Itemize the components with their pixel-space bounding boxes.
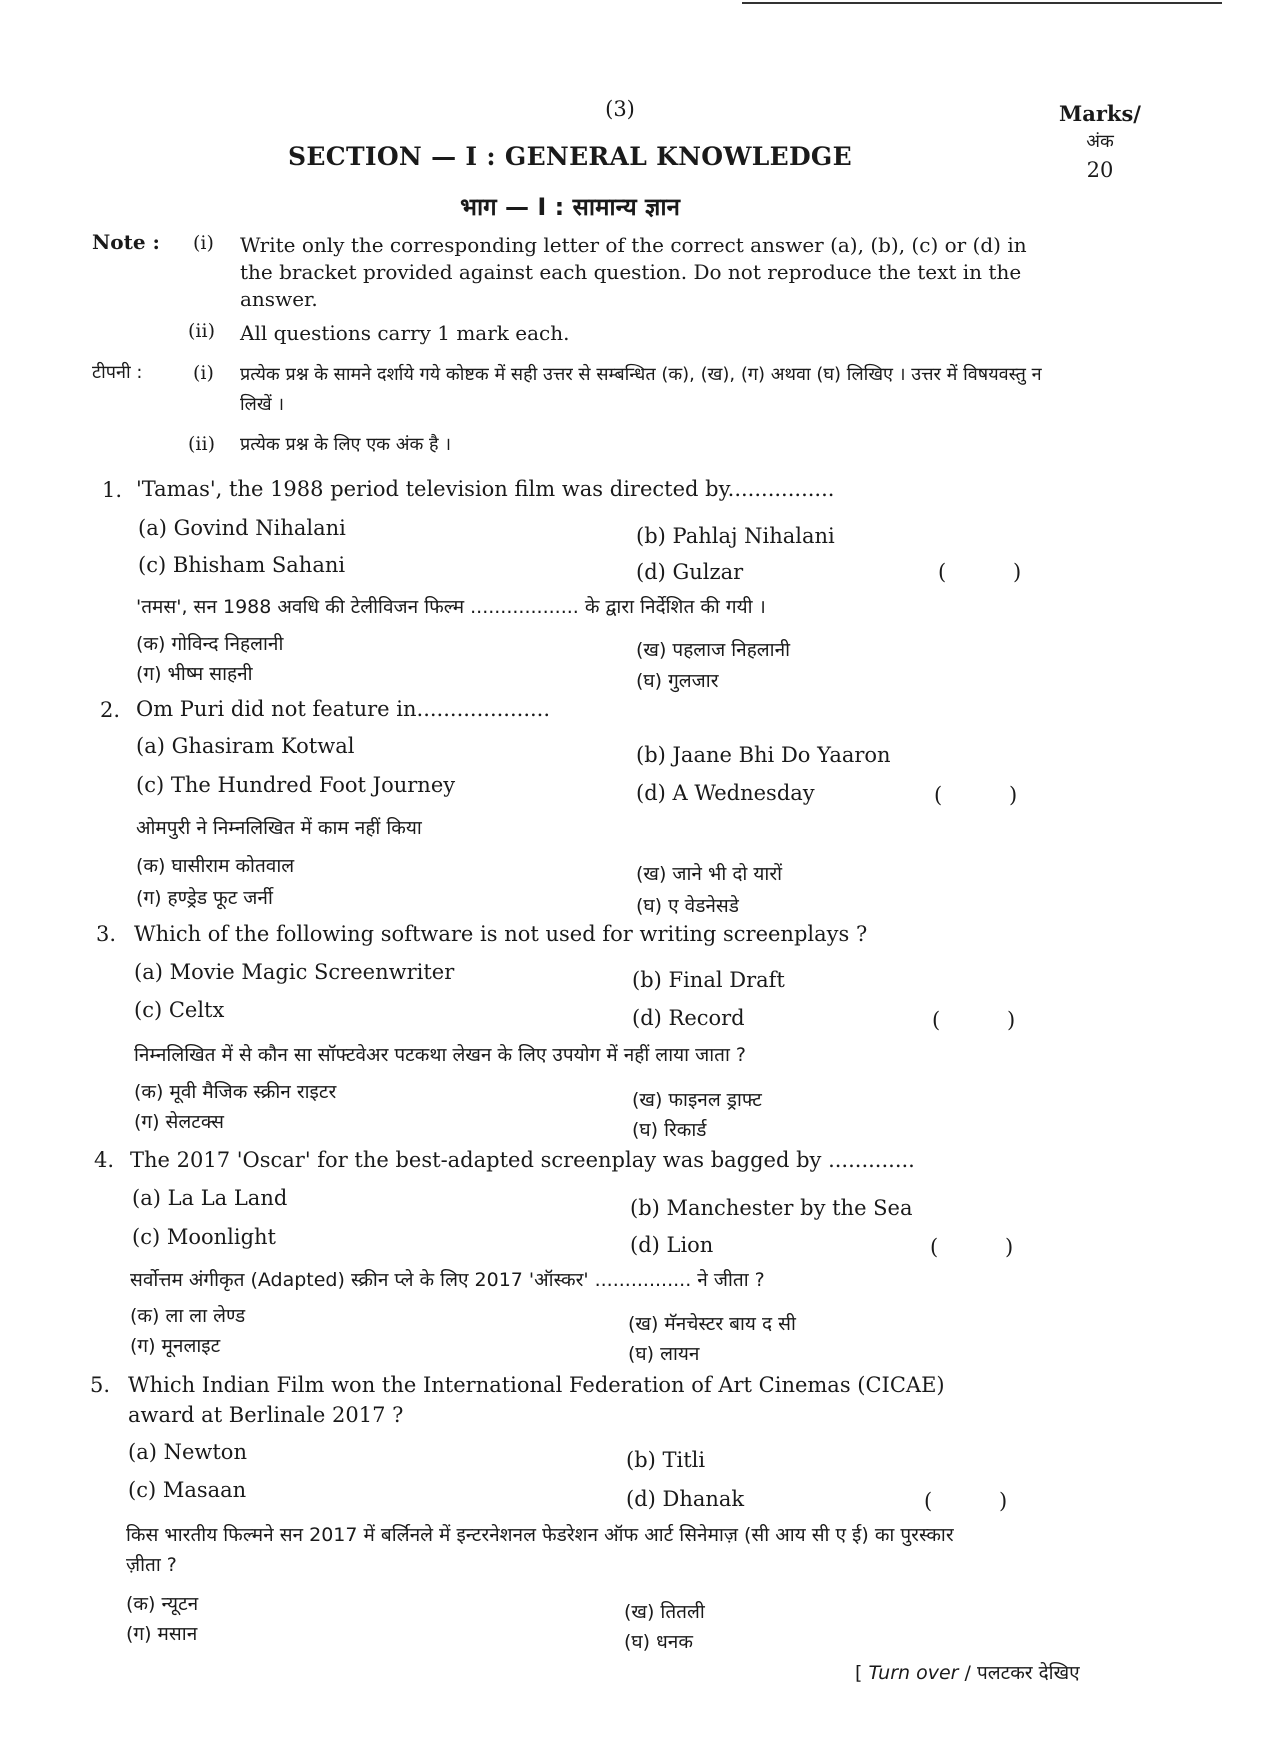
option-kha: (ख) फाइनल ड्राफ्ट [632,1089,762,1111]
footer-turn-over: Turn over [868,1662,959,1684]
question-number: 4. [94,1148,115,1172]
note-label-hindi: टीपनी : [92,362,143,383]
option-ka: (क) गोविन्द निहलानी [136,633,284,655]
option-a: (a) Ghasiram Kotwal [136,734,355,758]
section-title: SECTION — I : GENERAL KNOWLEDGE [288,142,852,171]
marks-label: Marks/ [1059,101,1141,126]
answer-bracket[interactable]: ( ) [924,1489,1008,1513]
option-ka: (क) घासीराम कोतवाल [136,855,295,877]
turn-over-footer [855,1659,1080,1685]
question-text: 'Tamas', the 1988 period television film was directed by................ [136,477,835,501]
option-a: (a) Govind Nihalani [138,516,346,540]
answer-bracket[interactable]: ( ) [930,1235,1014,1259]
note-item-text: All questions carry 1 mark each. [240,321,570,345]
footer-separator: / [958,1662,977,1684]
option-d: (d) Gulzar [636,560,744,584]
page-number: (3) [605,97,635,121]
option-b: (b) Jaane Bhi Do Yaaron [636,743,891,767]
note-label: Note : [92,230,160,254]
question-number: 3. [96,922,117,946]
option-c: (c) Bhisham Sahani [138,553,346,577]
question-text: The 2017 'Oscar' for the best-adapted screenplay was bagged by ............. [130,1148,915,1172]
footer-turn-over-hindi: पलटकर देखिए [976,1662,1080,1684]
question-text: Which of the following software is not used for writing screenplays ? [134,922,868,946]
note-item-text-hindi: प्रत्येक प्रश्न के लिए एक अंक है । [240,434,452,455]
option-gha: (घ) रिकार्ड [632,1119,707,1141]
option-a: (a) La La Land [132,1186,288,1210]
option-kha: (ख) मॅनचेस्टर बाय द सी [628,1313,796,1335]
option-b: (b) Manchester by the Sea [630,1196,913,1220]
option-b: (b) Final Draft [632,968,785,992]
option-ga: (ग) मसान [126,1623,198,1645]
option-d: (d) Record [632,1006,745,1030]
option-c: (c) Moonlight [132,1225,276,1249]
option-b: (b) Titli [626,1448,706,1472]
question-text-hindi: किस भारतीय फिल्मने सन 2017 में बर्लिनले में इन्टरनेशनल फेडरेशन ऑफ आर्ट सिनेमाज़ (सी आय सी ए ई) का पुरस्कार ज़ीता ? [126,1524,954,1576]
note-item-text: Write only the corresponding letter of the correct answer (a), (b), (c) or (d) in the bracket provided against each question. Do not reproduce the text in the answer. [240,233,1027,311]
answer-bracket[interactable]: ( ) [932,1008,1016,1032]
note-item-number: (i) [193,362,214,384]
option-ga: (ग) हण्ड्रेड फूट जर्नी [136,887,273,909]
marks-label-hindi: अंक [1086,131,1114,152]
question-number: 2. [100,698,121,722]
question-text-hindi: ओमपुरी ने निम्नलिखित में काम नहीं किया [136,817,422,839]
option-ga: (ग) भीष्म साहनी [136,663,253,685]
option-c: (c) The Hundred Foot Journey [136,773,456,797]
question-text-hindi: सर्वोत्तम अंगीकृत (Adapted) स्क्रीन प्ले के लिए 2017 'ऑस्कर' ................ ने जीता ? [130,1269,765,1291]
option-d: (d) Dhanak [626,1487,745,1511]
option-ga: (ग) सेलटक्स [134,1111,224,1133]
option-gha: (घ) गुलजार [636,670,719,692]
question-text-hindi: 'तमस', सन 1988 अवधि की टेलीविजन फिल्म .................. के द्वारा निर्देशित की गयी । [136,596,766,618]
question-text: Which Indian Film won the International Federation of Art Cinemas (CICAE) award at Berlinale 2017 ? [128,1373,945,1427]
note-item-number: (i) [193,232,214,254]
question-text-hindi: निम्नलिखित में से कौन सा सॉफ्टवेअर पटकथा लेखन के लिए उपयोग में नहीं लाया जाता ? [134,1044,746,1066]
note-item-number: (ii) [188,320,215,342]
option-gha: (घ) ए वेडनेसडे [636,895,739,917]
option-c: (c) Celtx [134,998,225,1022]
option-kha: (ख) पहलाज निहलानी [636,639,791,661]
answer-bracket[interactable]: ( ) [934,783,1018,807]
note-item-number: (ii) [188,433,215,455]
answer-bracket[interactable]: ( ) [938,560,1022,584]
option-ka: (क) ला ला लेण्ड [130,1305,246,1327]
option-b: (b) Pahlaj Nihalani [636,524,835,548]
option-d: (d) Lion [630,1233,714,1257]
option-ka: (क) मूवी मैजिक स्क्रीन राइटर [134,1081,337,1103]
option-d: (d) A Wednesday [636,781,815,805]
top-rule [742,2,1222,4]
question-text: Om Puri did not feature in.................... [136,697,551,721]
option-gha: (घ) धनक [624,1631,693,1653]
option-c: (c) Masaan [128,1478,247,1502]
footer-bracket: [ [855,1662,869,1684]
option-kha: (ख) जाने भी दो यारों [636,863,783,885]
section-title-hindi: भाग — I : सामान्य ज्ञान [460,193,680,221]
note-item-text-hindi: प्रत्येक प्रश्न के सामने दर्शाये गये कोष्टक में सही उत्तर से सम्बन्धित (क), (ख), (ग) अथवा (घ) लिखिए । उत्तर में विषयवस्तु न लिखें । [240,364,1042,415]
option-ka: (क) न्यूटन [126,1593,199,1615]
option-gha: (घ) लायन [628,1343,700,1365]
question-number: 1. [102,478,123,502]
marks-value: 20 [1086,158,1114,182]
option-a: (a) Movie Magic Screenwriter [134,960,455,984]
question-number: 5. [90,1373,111,1397]
option-kha: (ख) तितली [624,1601,705,1623]
option-a: (a) Newton [128,1440,247,1464]
option-ga: (ग) मूनलाइट [130,1335,221,1357]
